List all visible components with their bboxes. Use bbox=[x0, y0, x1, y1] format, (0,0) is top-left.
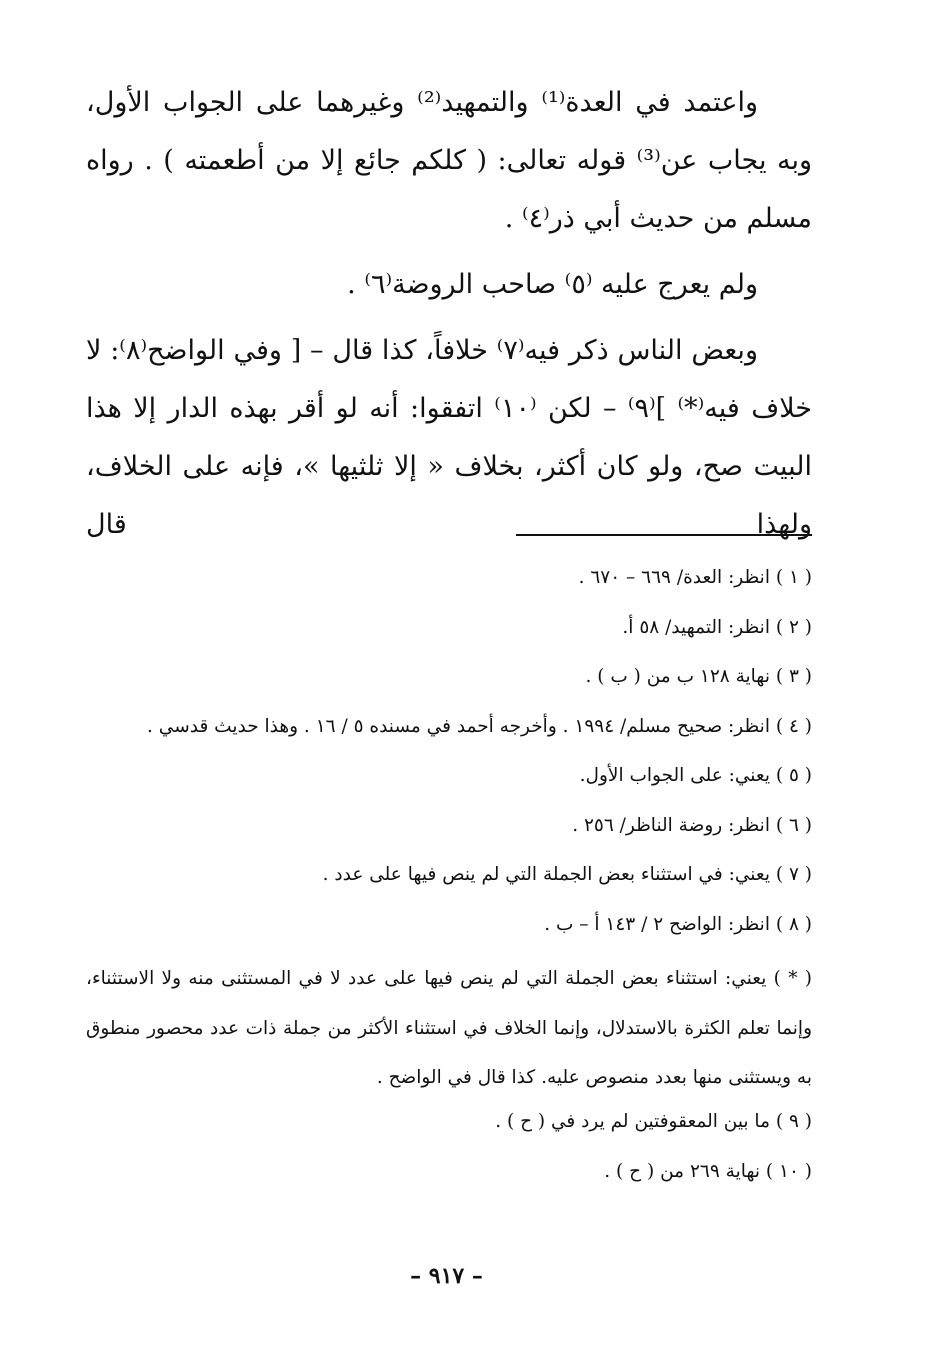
footnote-8: ( ٨ ) انظر: الواضح ٢ / ١٤٣ أ – ب . bbox=[544, 913, 812, 935]
footnote-1: ( ١ ) انظر: العدة/ ٦٦٩ – ٦٧٠ . bbox=[578, 567, 812, 588]
footnote-10: ( ١٠ ) نهاية ٢٦٩ من ( ح ) . bbox=[604, 1160, 812, 1182]
footnote-2: ( ٢ ) انظر: التمهيد/ ٥٨ أ. bbox=[622, 616, 812, 638]
footnote-9: ( ٩ ) ما بين المعقوفتين لم يرد في ( ح ) . bbox=[495, 1111, 812, 1132]
footnote-5: ( ٥ ) يعني: على الجواب الأول. bbox=[579, 765, 812, 786]
footnote-6: ( ٦ ) انظر: روضة الناظر/ ٢٥٦ . bbox=[572, 814, 812, 836]
paragraph-2: ولم يعرج عليه ⁽٥⁾ صاحب الروضة⁽٦⁾ . bbox=[347, 269, 758, 300]
footnote-separator bbox=[516, 534, 812, 536]
footnote-4: ( ٤ ) انظر: صحيح مسلم/ ١٩٩٤ . وأخرجه أحمد في مسنده ٥ / ١٦ . وهذا حديث قدسي . bbox=[147, 715, 812, 737]
page-number: – ٩١٧ – bbox=[410, 1263, 483, 1289]
main-text bbox=[86, 74, 812, 554]
paragraph-1: واعتمد في العدة⁽¹⁾ والتمهيد⁽²⁾ وغيرهما على الجواب الأول، وبه يجاب عن⁽³⁾ قوله تعالى: ( كلكم جائع إلا من أطعمته ) . رواه مسلم من حديث أبي ذر⁽٤⁾ . bbox=[86, 87, 812, 234]
footnote-7: ( ٧ ) يعني: في استثناء بعض الجملة التي لم ينص فيها على عدد . bbox=[322, 864, 812, 885]
footnote-star: ( * ) يعني: استثناء بعض الجملة التي لم ينص فيها على عدد لا في المستثنى منه ولا الاستثناء، وإنما تعلم الكثرة بالاستدلال، وإنما الخلاف في استثناء الأكثر من جملة ذات عدد محصور منطوق به ويستثنى منها بعدد منصوص عليه. كذا قال في الواضح . bbox=[86, 968, 812, 1088]
footnote-star-wrapper bbox=[86, 954, 812, 1102]
footnote-3: ( ٣ ) نهاية ١٢٨ ب من ( ب ) . bbox=[585, 666, 812, 687]
paragraph-3: وبعض الناس ذكر فيه⁽٧⁾ خلافاً، كذا قال – [ وفي الواضح⁽٨⁾: لا خلاف فيه⁽*⁾ ]⁽٩⁾ – لكن ⁽١٠⁾ اتفقوا: أنه لو أقر بهذه الدار إلا هذا البيت صح، ولو كان أكثر، بخلاف « إلا ثلثيها »، فإنه على الخلاف، ولهذا قال bbox=[86, 335, 812, 540]
footnotes-section bbox=[86, 558, 812, 1201]
